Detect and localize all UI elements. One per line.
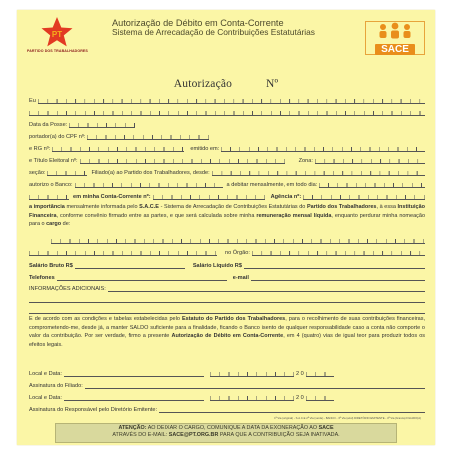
form-title-text: Autorização [173,78,233,90]
label-zona: Zona: [298,158,313,164]
label-eu: Eu [29,98,36,104]
label-agencia: Agência nº: [270,194,302,200]
footer-sace: SACE [318,425,334,431]
para2-d: Autorização de Débito em Conta-Corrente [171,333,284,340]
filiado-desde-field[interactable] [212,169,425,176]
header-title-line1: Autorização de Débito em Conta-Corrente [112,18,284,28]
footer-line2-text: ATRAVÉS DO E-MAIL: [112,431,169,438]
header-titles [112,19,342,38]
pt-logo-caption: PARTIDO DOS TRABALHADORES [27,49,88,53]
label-emitido-em: emitido em: [190,146,220,152]
assinatura-filiado-field[interactable] [85,382,425,389]
attention-footer [55,423,397,443]
label-filiado: Filiado(a) ao Partido dos Trabalhadores, desde: [91,170,210,176]
row-orgao [29,247,425,256]
para1-j: , enquanto perdurar minha nomeação para o [29,212,425,228]
paragraph-acordo [29,315,425,350]
para1-f: , à essa [376,204,398,210]
row-assinatura-responsavel [29,404,425,413]
para1-g: Instituição Financeira [29,204,426,219]
telefones-field[interactable] [57,274,227,281]
year-prefix-2: 2 0 [295,395,304,401]
row-rg [29,143,425,152]
row-telefones [29,272,425,281]
para2-e: , em 4 (quatro) vias de igual teor para produzir todos os efeitos legais. [29,333,426,349]
label-salario-liquido: Salário Líquido R$ [192,263,242,269]
row-informacoes [29,283,425,292]
footer-line1 [56,425,396,432]
informacoes-field-2[interactable] [29,296,425,303]
footer-line1-text: AO DEIXAR O CARGO, COMUNIQUE A DATA DA EXONERAÇÃO AO [146,425,319,431]
label-no-orgao: no Órgão: [225,250,250,256]
cpf-field[interactable] [87,133,209,140]
banco-field[interactable] [75,181,223,188]
label-titulo-eleitoral: e Título Eleitoral nº: [29,158,78,164]
form-title [17,78,435,90]
cargo-field[interactable] [51,237,425,244]
row-conta [29,191,425,200]
zona-field[interactable] [315,157,425,164]
row-name-continued [29,107,425,116]
para1-d: - Sistema de Arrecadação de Contribuições Estatutárias do [158,204,307,210]
year-prefix-1: 2 0 [295,371,304,377]
agencia-field[interactable] [303,193,425,200]
paragraph-importancia [29,203,425,229]
para1-e: Partido dos Trabalhadores [306,204,377,210]
footer-email-link[interactable]: SACE@PT.ORG.BR [168,431,219,438]
footer-line2-end: PARA QUE A CONTRIBUIÇÃO SEJA INATIVADA. [218,431,340,438]
debitar-text: a debitar mensalmente, em todo dia: [226,182,318,188]
row-salario [29,260,425,269]
email-field[interactable] [251,274,425,281]
assinatura-responsavel-field[interactable] [159,406,425,413]
para2-b: Estatuto do Partido dos Trabalhadores [181,316,286,322]
footer-attention-label: ATENÇÃO: [118,425,147,431]
para2-c: , para o recolhimento de suas contribuições financeiras, comprometendo-me, desde já, a manter SALDO suficiente para a finalidade, ficando o Banco isento de qualquer responsabilidade caso a conta não comporte o valor da contribuição. Por ser verdade, firmo a presente [29,316,425,340]
label-autorizo-banco: autorizo o Banco: [29,182,73,188]
copies-note: 1ª Via (original) - S.A.C.E 2ª Via (verde) - BANCO - 3ª Via (azul) DIRETÓRIO EMITENTE - 4ª Via (branca) FILIADO(A) [274,416,421,420]
authorization-form-sheet [17,10,435,445]
row-secao [29,167,425,176]
para1-c: S.A.C.E [139,204,159,210]
para1-b: mensalmente informada pelo [64,204,140,210]
salario-liquido-field[interactable] [244,262,425,269]
header-title-line2: Sistema de Arrecadação de Contribuições Estatutárias [112,27,315,38]
year-2-field[interactable] [306,394,334,401]
local-1-field[interactable] [64,370,204,377]
label-telefones: Telefones [29,275,55,281]
sace-logo [365,21,425,55]
label-email: e-mail [232,275,249,281]
row-informacoes-3 [29,305,425,314]
name-field-continued[interactable] [29,109,425,116]
label-assinatura-filiado: Assinatura do Filiado: [29,383,83,389]
label-cpf: portador(a) do CPF nº: [29,134,86,140]
para2-a: E de acordo com as condições e tabelas estabelecidas pelo [29,316,182,322]
row-banco [29,179,425,188]
row-local-data-2 [29,392,425,401]
people-icon [366,22,424,39]
row-informacoes-2 [29,294,425,303]
para1-l: de: [61,221,71,228]
orgao-field[interactable] [252,249,425,256]
label-data-posse: Data da Posse: [29,122,68,128]
titulo-eleitoral-field[interactable] [80,157,285,164]
date-1-field[interactable] [210,370,294,377]
data-posse-field[interactable] [69,121,135,128]
pt-logo [27,16,87,53]
row-local-data-1 [29,368,425,377]
rg-field[interactable] [52,145,184,152]
row-cargo [29,235,425,244]
label-secao: seção: [29,170,46,176]
date-2-field[interactable] [210,394,294,401]
label-informacoes: INFORMAÇÕES ADICIONAIS: [29,286,106,292]
secao-field[interactable] [47,169,87,176]
label-rg: e RG nº: [29,146,51,152]
label-salario-bruto: Salário Bruto R$ [29,263,73,269]
name-field[interactable] [38,97,425,104]
emitido-em-field[interactable] [221,145,425,152]
para1-k: cargo [46,221,62,228]
footer-line2 [56,432,396,439]
pt-star-icon [40,16,74,48]
informacoes-field[interactable] [108,285,425,292]
label-local-data-2: Local e Data: [29,395,62,401]
form-title-number: Nº [265,78,279,90]
conta-prefix-field[interactable] [29,193,69,200]
row-name [29,95,425,104]
row-assinatura-filiado [29,380,425,389]
label-local-data-1: Local e Data: [29,371,62,377]
row-titulo-eleitoral [29,155,425,164]
cargo-field-continued[interactable] [29,249,217,256]
label-debitar [227,182,318,188]
para1-a: a importância [29,204,65,210]
year-1-field[interactable] [306,370,334,377]
pt-logo-mark: PT [51,30,63,39]
conta-field[interactable] [153,193,265,200]
para1-h: , conforme convênio firmado entre as partes, e que será calculada sobre minha [56,212,257,219]
dia-debito-field[interactable] [319,181,425,188]
row-data-posse [29,119,425,128]
label-minha-conta: em minha Conta-Corrente nº: [73,194,151,200]
local-2-field[interactable] [64,394,204,401]
salario-bruto-field[interactable] [75,262,185,269]
informacoes-field-3[interactable] [29,307,425,314]
sace-logo-label: SACE [375,44,415,55]
para1-i: remuneração mensal líquida [256,212,332,219]
label-assinatura-responsavel: Assinatura do Responsável pelo Diretório Emitente: [29,407,158,413]
row-cpf [29,131,425,140]
